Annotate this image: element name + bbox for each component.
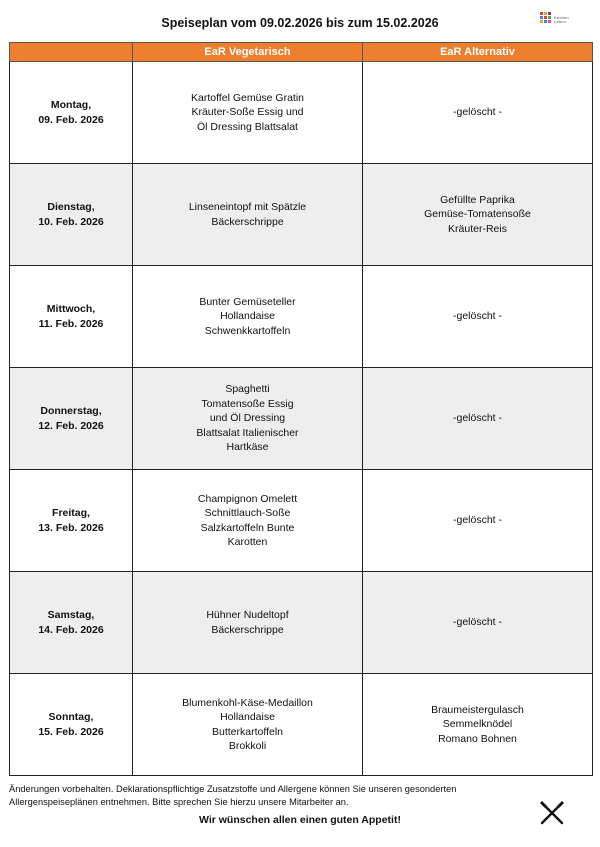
vegetarisch-meal-cell (133, 368, 363, 470)
vegetarisch-meal-cell (133, 572, 363, 674)
colorful-dots-logo-icon (540, 12, 554, 26)
meal-line: Braumeistergulasch (431, 703, 524, 716)
vegetarisch-meal-cell (133, 266, 363, 368)
day-date: 14. Feb. 2026 (38, 623, 104, 636)
meal-line: und Öl Dressing (209, 412, 286, 425)
alternativ-meal-cell (363, 164, 593, 266)
table-row (10, 470, 593, 572)
note-line: Änderungen vorbehalten. Deklarationspflichtige Zusatzstoffe und Allergene können Sie unseren gesonderten (9, 784, 457, 794)
meal-line: Karotten (227, 536, 268, 548)
vegetarisch-meal-cell (133, 164, 363, 266)
header-vegetarisch: EaR Vegetarisch (133, 43, 363, 62)
day-cell (10, 62, 133, 164)
vegetarisch-meal-cell (133, 674, 363, 776)
day-name: Samstag, (47, 609, 95, 621)
meal-line: Linseneintopf mit Spätzle (188, 201, 307, 213)
meal-line: Gemüse-Tomatensoße (424, 208, 531, 221)
allergen-note (9, 783, 549, 809)
day-date: 10. Feb. 2026 (38, 215, 104, 228)
meal-line: -gelöscht - (452, 106, 503, 119)
meal-line: Bäckerschrippe (211, 215, 284, 228)
day-cell (10, 164, 133, 266)
meal-line: Schwenkkartoffeln (204, 324, 291, 337)
table-row (10, 572, 593, 674)
day-name: Donnerstag, (40, 405, 102, 417)
table-row (10, 368, 593, 470)
day-name: Freitag, (52, 507, 90, 519)
meal-line: -gelöscht - (452, 310, 503, 323)
meal-line: Hartkäse (226, 441, 269, 454)
day-date: 12. Feb. 2026 (38, 419, 104, 432)
page-title: Speiseplan vom 09.02.2026 bis zum 15.02.2026 (161, 16, 439, 30)
alternativ-meal-cell (363, 368, 593, 470)
header-day-column (10, 43, 133, 62)
meal-line: Butterkartoffeln (211, 725, 283, 738)
day-date: 15. Feb. 2026 (38, 725, 104, 738)
alternativ-meal-cell (363, 572, 593, 674)
menu-table (9, 42, 593, 776)
vegetarisch-meal-cell (133, 62, 363, 164)
alternativ-meal-cell (363, 266, 593, 368)
day-name: Mittwoch, (46, 303, 96, 315)
meal-line: Tomatensoße Essig (201, 397, 294, 410)
day-cell (10, 470, 133, 572)
meal-line: Öl Dressing Blattsalat (197, 120, 298, 133)
company-logo (528, 10, 576, 38)
header-alternativ: EaR Alternativ (363, 43, 593, 62)
meal-line: -gelöscht - (452, 616, 503, 629)
table-row (10, 62, 593, 164)
meal-line: Hollandaise (220, 711, 275, 723)
meal-line: Kräuter-Reis (448, 222, 507, 235)
alternativ-meal-cell (363, 674, 593, 776)
table-row (10, 164, 593, 266)
meal-line: -gelöscht - (452, 514, 503, 527)
day-cell (10, 674, 133, 776)
meal-line: Blumenkohl-Käse-Medaillon (182, 696, 313, 709)
meal-line: Hollandaise (220, 310, 275, 323)
table-row (10, 674, 593, 776)
table-header-row (10, 43, 593, 62)
day-cell (10, 368, 133, 470)
day-cell (10, 266, 133, 368)
table-row (10, 266, 593, 368)
vegetarisch-meal-cell (133, 470, 363, 572)
meal-line: Salzkartoffeln Bunte (200, 521, 295, 534)
alternativ-meal-cell (363, 470, 593, 572)
meal-line: Gefüllte Paprika (440, 193, 515, 206)
day-date: 09. Feb. 2026 (38, 113, 104, 126)
day-name: Montag, (50, 99, 92, 111)
meal-line: Romano Bohnen (438, 732, 517, 745)
meal-line: Brokkoli (228, 740, 267, 752)
day-name: Sonntag, (48, 711, 94, 723)
meal-line: Hühner Nudeltopf (206, 609, 289, 621)
logo-text: Küchen Leben (554, 15, 569, 24)
day-date: 11. Feb. 2026 (38, 317, 104, 330)
alternativ-meal-cell (363, 62, 593, 164)
meal-line: Bunter Gemüseteller (199, 295, 296, 308)
meal-line: -gelöscht - (452, 412, 503, 425)
day-cell (10, 572, 133, 674)
meal-line: Kräuter-Soße Essig und (191, 106, 304, 119)
meal-line: Champignon Omelett (197, 492, 298, 505)
note-line: Allergenspeiseplänen entnehmen. Bitte sprechen Sie hierzu unsere Mitarbeiter an. (9, 797, 349, 807)
meal-line: Semmelknödel (442, 718, 513, 731)
day-date: 13. Feb. 2026 (38, 521, 104, 534)
day-name: Dienstag, (47, 201, 95, 213)
fork-knife-icon (539, 800, 565, 826)
meal-line: Bäckerschrippe (211, 623, 284, 636)
meal-line: Schnittlauch-Soße (204, 507, 291, 519)
meal-line: Kartoffel Gemüse Gratin (190, 91, 305, 104)
greeting-text: Wir wünschen allen einen guten Appetit! (199, 814, 401, 826)
meal-line: Blattsalat Italienischer (196, 426, 299, 439)
meal-line: Spaghetti (225, 383, 270, 396)
